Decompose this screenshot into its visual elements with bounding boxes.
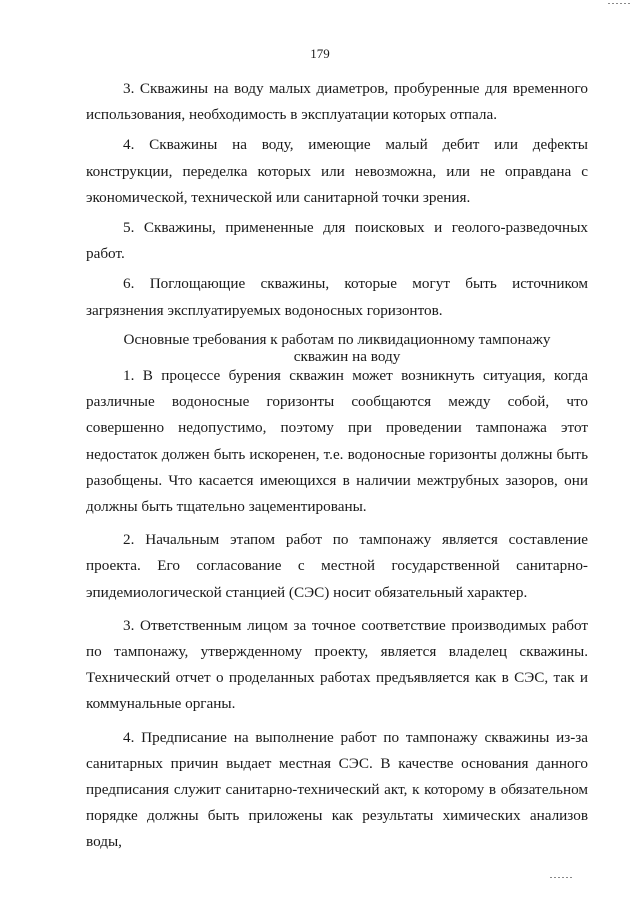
scan-corner-mark [608,3,632,4]
list-item: 4. Скважины на воду, имеющие малый дебит или дефекты конструкции, переделка которых или невозможна, или не оправдана с экономической, технической или санитарной точки зрения. [86,136,588,206]
list-item: 6. Поглощающие скважины, которые могут быть источником загрязнения эксплуатируемых водоносных горизонтов. [86,275,588,319]
requirement-paragraph: 3. Ответственным лицом за точное соответствие производимых работ по тампонажу, утвержденному проекту, является владелец скважины. Технический отчет о проделанных работах предъявляется как в СЭС, так и коммунальные органы. [86,616,588,713]
list-item: 3. Скважины на воду малых диаметров, пробуренные для временного использования, необходимость в эксплуатации которых отпала. [86,80,588,124]
requirements-block [86,363,588,856]
requirement-paragraph: 4. Предписание на выполнение работ по тампонажу скважины из-за санитарных причин выдает местная СЭС. В качестве основания данного предписания служит санитарно-технический акт, к которому в обязательном порядке должны быть приложены как результаты химических анализов воды, [86,728,588,851]
section-heading-line-1: Основные требования к работам по ликвидационному тампонажу [123,331,551,348]
requirement-paragraph: 1. В процессе бурения скважин может возникнуть ситуация, когда различные водоносные горизонты сообщаются между собой, что совершенно недопустимо, поэтому при проведении тампонажа этот недостаток должен быть искоренен, т.е. водоносные горизонты должны быть разобщены. Что касается имеющихся в наличии межтрубных зазоров, они должны быть тщательно зацементированы. [86,367,588,516]
section-heading-line-2: скважин на воду [293,348,401,365]
requirement-paragraph: 2. Начальным этапом работ по тампонажу является составление проекта. Его согласование с местной государственной санитарно-эпидемиологической станцией (СЭС) носит обязательный характер. [86,531,588,601]
scan-corner-mark [550,877,574,878]
section-heading [86,331,588,365]
list-block [86,76,588,324]
page-number: 179 [310,46,330,61]
list-item: 5. Скважины, примененные для поисковых и геолого-разведочных работ. [86,219,588,263]
